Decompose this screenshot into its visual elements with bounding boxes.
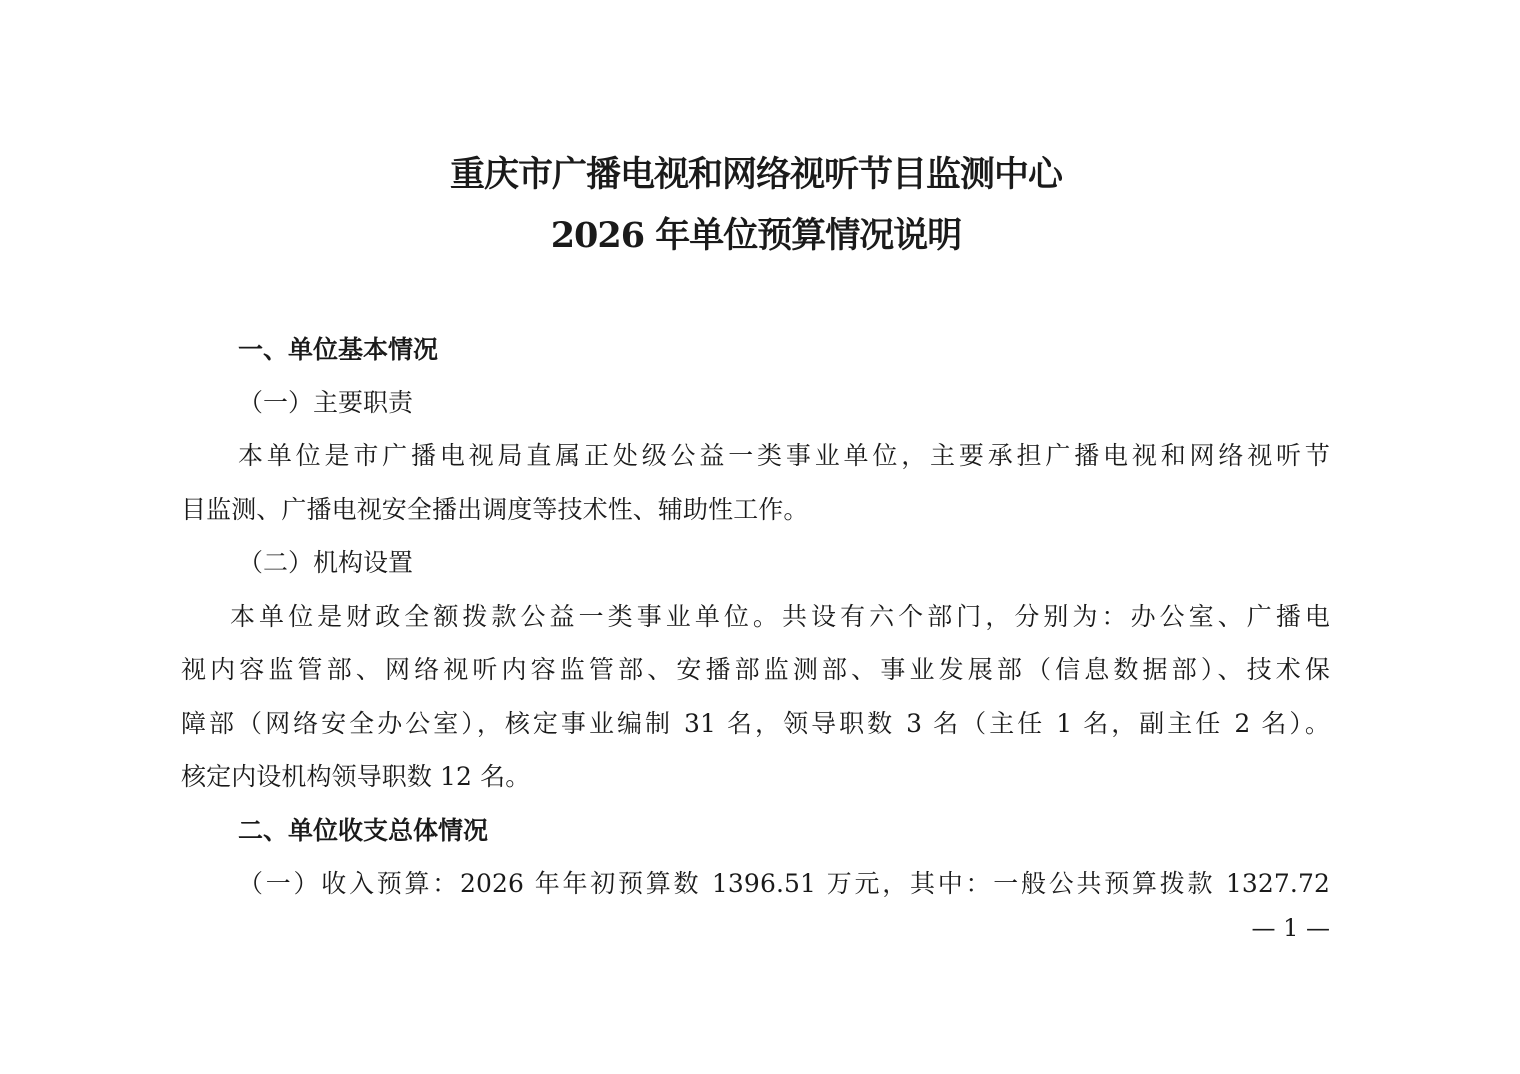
paragraph-2-line-1: 本单位是财政全额拨款公益一类事业单位。共设有六个部门，分别为：办公室、广播电 <box>230 602 1330 631</box>
page-number: — 1 — <box>1251 914 1330 942</box>
section-2-heading: 二、单位收支总体情况 <box>238 816 489 845</box>
paragraph-2-line-4: 核定内设机构领导职数 12 名。 <box>181 762 531 791</box>
document-title-line-2: 2026 年单位预算情况说明 <box>550 215 962 256</box>
section-1-heading: 一、单位基本情况 <box>238 335 439 364</box>
paragraph-1-line-1: 本单位是市广播电视局直属正处级公益一类事业单位，主要承担广播电视和网络视听节 <box>238 441 1330 470</box>
document-title-line-1: 重庆市广播电视和网络视听节目监测中心 <box>449 154 1062 195</box>
paragraph-2-line-2: 视内容监管部、网络视听内容监管部、安播部监测部、事业发展部（信息数据部）、技术保 <box>181 655 1330 684</box>
paragraph-1-line-2: 目监测、广播电视安全播出调度等技术性、辅助性工作。 <box>181 495 809 524</box>
paragraph-2-line-3: 障部（网络安全办公室），核定事业编制 31 名，领导职数 3 名（主任 1 名，副主任 2 名）。 <box>181 709 1330 738</box>
subsection-2-heading: （二）机构设置 <box>238 548 414 577</box>
subsection-1-heading: （一）主要职责 <box>238 388 414 417</box>
paragraph-3-line-1: （一）收入预算：2026 年年初预算数 1396.51 万元，其中：一般公共预算拨款 1327.72 <box>238 869 1330 898</box>
